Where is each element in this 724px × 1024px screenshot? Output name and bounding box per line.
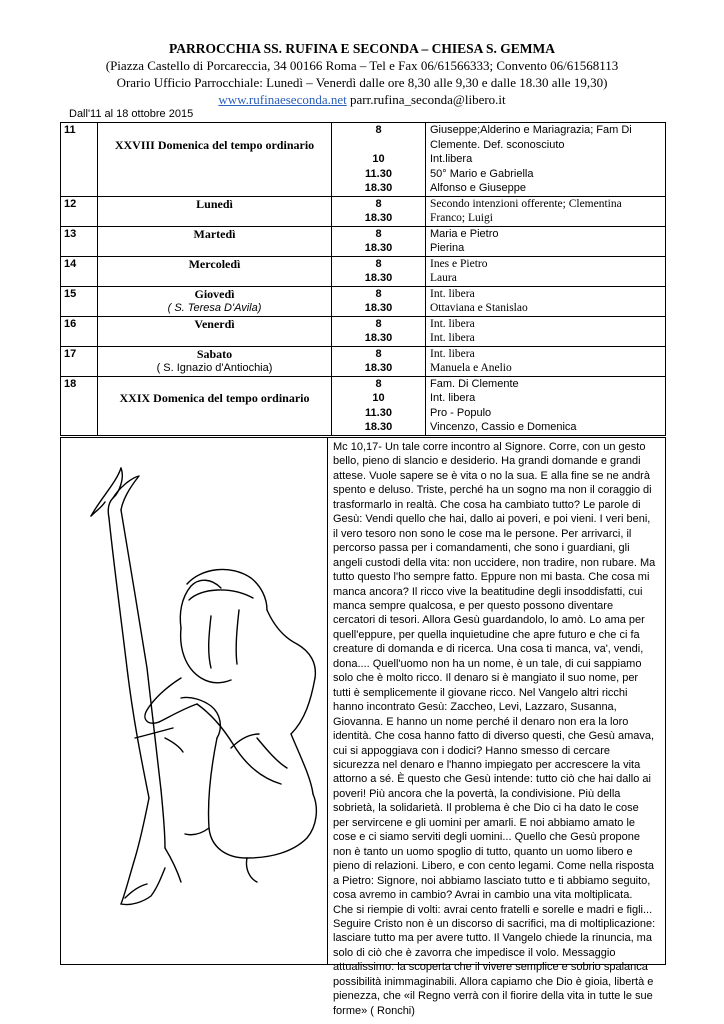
intention: Laura [430, 272, 457, 284]
intention: Int. libera [430, 317, 475, 330]
gospel-commentary [333, 440, 663, 1018]
mass-time [332, 138, 425, 153]
gospel-line: hanno incontrato Gesù: Zaccheo, Levi, Lazzaro, Susanna, [333, 701, 617, 714]
mass-time: 8 [375, 317, 382, 330]
intention: Int. libera [430, 392, 476, 404]
gospel-line: identità. Che cosa hanno fatto di diverso questi, che Gesù amava, [333, 730, 655, 743]
website-link[interactable]: www.rufinaeseconda.net [218, 92, 347, 107]
mass-time: 18.30 [364, 212, 393, 224]
gospel-line: Gesù: Vendi quello che hai, dallo ai poveri, e poi vieni. I veri beni, [333, 513, 651, 526]
mass-time: 8 [375, 197, 382, 210]
week-period: Dall'11 al 18 ottobre 2015 [69, 108, 194, 120]
gospel-line: il vero tesoro non sono le cose ma le persone. Per arrivarci, il [333, 527, 632, 540]
gospel-line: trasformarlo in realtà. Che cosa ha cambiato tutto? Le parole di [333, 498, 641, 511]
mass-time: 11.30 [365, 167, 392, 180]
intentions-cell [426, 256, 666, 286]
intention: Secondo intenzioni offerente; Clementina [430, 197, 622, 210]
mass-time: 18.30 [364, 272, 393, 284]
gospel-line: pienezza, che «il Regno verrà con il fiorire della vita in tutte le sue [333, 990, 653, 1003]
schedule-row [61, 226, 666, 256]
intention: Maria e Pietro [430, 227, 499, 240]
gospel-line: forme» ( Ronchi) [333, 1004, 415, 1017]
day-name-cell [98, 346, 332, 376]
intention: Pierina [430, 242, 465, 254]
intention: Giuseppe;Alderino e Mariagrazia; Fam Di [430, 124, 632, 136]
mass-time: 18.30 [364, 302, 393, 314]
spacer [98, 123, 331, 138]
mass-time: 8 [375, 227, 382, 240]
gospel-line: percorso passa per i comandamenti, che sono i guardiani, gli [333, 542, 630, 555]
day-number-cell [61, 316, 98, 346]
intention: Ines e Pietro [430, 257, 488, 270]
mass-times-cell [332, 286, 426, 316]
gospel-line: cosa avremo in cambio? Avrai in cambio una vita moltiplicata. [333, 889, 633, 902]
parish-address: (Piazza Castello di Porcareccia, 34 00166 Roma – Tel e Fax 06/61566333; Convento 06/61568113 [105, 58, 619, 73]
day-number: 18 [64, 377, 77, 390]
day-number: 14 [64, 257, 77, 270]
gospel-line: creature di domanda e di ricerca. Una cosa ti manca, va', vendi, [333, 643, 644, 656]
email-address: parr.rufina_seconda@libero.it [346, 92, 506, 107]
day-name: Mercoledì [188, 256, 241, 271]
day-number: 15 [64, 287, 77, 300]
day-name-cell [98, 196, 332, 226]
day-name: Lunedì [196, 196, 233, 211]
gospel-line: manca sempre qualcosa, e per questo possono diventare [333, 599, 614, 612]
day-number: 12 [64, 197, 77, 210]
intention: 50° Mario e Gabriella [430, 167, 534, 180]
gospel-line: quell'eppure, per quella inquietudine che apre futuro e che ci fa [333, 628, 640, 641]
saint-of-day: ( S. Ignazio d'Antiochia) [156, 362, 273, 374]
intention: Int.libera [430, 153, 473, 165]
mass-times-cell [332, 123, 426, 197]
day-name-cell [98, 123, 332, 197]
day-number-cell [61, 256, 98, 286]
day-number: 17 [64, 347, 77, 360]
column-divider [327, 438, 328, 964]
mass-time: 8 [375, 377, 382, 390]
mass-time: 8 [375, 347, 382, 360]
gospel-line: cui si appoggiava con i dodici? Hanno smesso di cercare [333, 744, 610, 757]
schedule-row [61, 256, 666, 286]
gospel-line: solo di ciò che è zavorra che impedisce il volo. Messaggio [333, 946, 616, 959]
mass-time: 10 [372, 153, 385, 165]
gospel-line: non è tanto un uomo spoglio di tutto, quanto un uomo libero e [333, 845, 633, 858]
office-hours: Orario Ufficio Parrocchiale: Lunedì – Venerdì dalle ore 8,30 alle 9,30 e dalle 18.30 alle 19,30) [116, 75, 608, 90]
gospel-line: cose e ci siamo serviti degli uomini... Quello che Gesù propone [333, 831, 640, 844]
day-number-cell [61, 376, 98, 435]
intention: Int. libera [430, 347, 475, 360]
gospel-line: Giovanna. E hanno un nome perché il denaro non era la loro [333, 715, 629, 728]
day-number-cell [61, 286, 98, 316]
intention: Vincenzo, Cassio e Domenica [430, 421, 577, 433]
mass-time: 18.30 [364, 421, 393, 433]
gospel-line: cercatori di tesori. Allora Gesù guardandolo, lo amò. Lo ama per [333, 614, 645, 627]
intention: Int. libera [430, 287, 475, 300]
day-name-cell [98, 226, 332, 256]
gospel-line: Seguire Cristo non è un discorso di sacrifici, ma di moltiplicazione: [333, 917, 656, 930]
gospel-line: angeli custodi della vita: non uccidere, non tradire, non rubare. Ma [333, 556, 656, 569]
mass-time: 11.30 [365, 406, 392, 419]
parish-title: PARROCCHIA SS. RUFINA E SECONDA – CHIESA S. GEMMA [168, 41, 556, 56]
schedule-row [61, 376, 666, 435]
gospel-line: possibilità inimmaginabili. Allora capiamo che Dio è gioia, libertà e [333, 975, 654, 988]
gospel-line: tutti è semplicemente il giovane ricco. Nel Vangelo altri ricchi [333, 686, 628, 699]
intention: Manuela e Anelio [430, 362, 512, 374]
mass-time: 8 [375, 124, 382, 136]
intentions-cell [426, 123, 666, 197]
gospel-line: Mc 10,17- Un tale corre incontro al Signore. Corre, con un gesto [333, 441, 646, 453]
gospel-line: attualissimo: la scoperta che il vivere semplice e sobrio spalanca [333, 961, 648, 974]
day-name: Giovedì [194, 286, 235, 301]
mass-times-cell [332, 226, 426, 256]
schedule-row [61, 316, 666, 346]
gospel-line: Che si riempie di volti: avrai cento fratelli e sorelle e madri e figli... [333, 903, 653, 916]
mass-schedule-table [60, 122, 666, 436]
gospel-line: spento e deluso. Triste, perché ha un sogno ma non il coraggio di [333, 484, 652, 497]
saint-of-day: ( S. Teresa D'Avila) [167, 302, 262, 314]
intention: Fam. Di Clemente [430, 377, 519, 390]
gospel-line: sicurezza nel denaro e l'hanno impiegato per accrescere la vita [333, 758, 641, 771]
gospel-line: poveri! Più ancora che la povertà, la condivisione. Più della [333, 787, 621, 800]
day-name: XXIX Domenica del tempo ordinario [119, 391, 310, 405]
day-number-cell [61, 226, 98, 256]
gospel-line: per servircene e gli uomini per amarli. E noi abbiamo amato le [333, 816, 636, 829]
kneeling-man-illustration [61, 438, 327, 964]
gospel-line: pieno di relazioni. Libero, e con cento legami. Come nella risposta [333, 860, 655, 873]
intentions-cell [426, 286, 666, 316]
day-name: Venerdì [194, 316, 235, 331]
gospel-line: tutto questo l'ho sempre fatto. Eppure non mi basta. Che cosa mi [333, 571, 650, 584]
day-name-cell [98, 316, 332, 346]
day-name-cell [98, 286, 332, 316]
intentions-cell [426, 376, 666, 435]
spacer [98, 377, 331, 392]
day-name: Martedì [193, 226, 236, 241]
mass-time: 18.30 [364, 332, 393, 344]
schedule-row [61, 123, 666, 197]
day-number-cell [61, 196, 98, 226]
mass-time: 8 [375, 257, 382, 270]
mass-time: 8 [375, 287, 382, 300]
gospel-section [60, 437, 666, 1017]
intention: Ottaviana e Stanislao [430, 302, 528, 314]
parish-header [0, 40, 724, 108]
gospel-line: bello, pieno di slancio e desiderio. Ha grandi domande e grandi [333, 455, 641, 468]
gospel-line: a Pietro: Signore, noi abbiamo lasciato tutto e ti abbiamo seguito, [333, 874, 651, 887]
day-number-cell [61, 123, 98, 197]
day-name: XXVIII Domenica del tempo ordinario [114, 137, 315, 152]
mass-times-cell [332, 346, 426, 376]
mass-time: 18.30 [364, 182, 393, 194]
mass-time: 18.30 [364, 242, 393, 254]
gospel-line: lasciare tutto ma per avere tutto. Il Vangelo chiede la rinuncia, ma [333, 932, 652, 945]
mass-times-cell [332, 316, 426, 346]
day-number: 11 [64, 124, 76, 136]
gospel-line: manca ancora? Il ricco vive la beatitudine degli insoddisfatti, cui [333, 585, 643, 598]
schedule-row [61, 196, 666, 226]
schedule-row [61, 286, 666, 316]
intentions-cell [426, 316, 666, 346]
intention: Franco; Luigi [430, 212, 493, 224]
mass-times-cell [332, 196, 426, 226]
intention: Alfonso e Giuseppe [430, 182, 527, 194]
gospel-line: attorno a sé. È questo che Gesù intende: tutto ciò che hai dallo ai [333, 773, 651, 786]
mass-times-cell [332, 256, 426, 286]
day-number: 13 [64, 227, 77, 240]
day-name: Sabato [196, 346, 233, 361]
intention: Pro - Populo [430, 406, 492, 419]
contact-line [0, 91, 724, 108]
mass-time: 10 [372, 392, 385, 404]
gospel-line: solo che è molto ricco. Il denaro si è mangiato il suo nome, per [333, 672, 639, 685]
day-number-cell [61, 346, 98, 376]
intentions-cell [426, 226, 666, 256]
schedule-row [61, 346, 666, 376]
intentions-cell [426, 346, 666, 376]
day-name-cell [98, 256, 332, 286]
mass-time: 18.30 [364, 362, 393, 374]
gospel-line: attese. Vuole sapere se è vita o no la sua. E alla fine se ne andrà [333, 469, 650, 482]
day-name-cell [98, 376, 332, 435]
gospel-line: dona.... Quell'uomo non ha un nome, è un tale, di cui sappiamo [333, 657, 642, 670]
intention: Int. libera [430, 332, 475, 344]
mass-times-cell [332, 376, 426, 435]
day-number: 16 [64, 317, 77, 330]
gospel-line: sobrietà, la solidarietà. Il problema è che Dio ci ha dato le cose [333, 802, 639, 815]
intentions-cell [426, 196, 666, 226]
intention: Clemente. Def. sconosciuto [430, 138, 565, 151]
